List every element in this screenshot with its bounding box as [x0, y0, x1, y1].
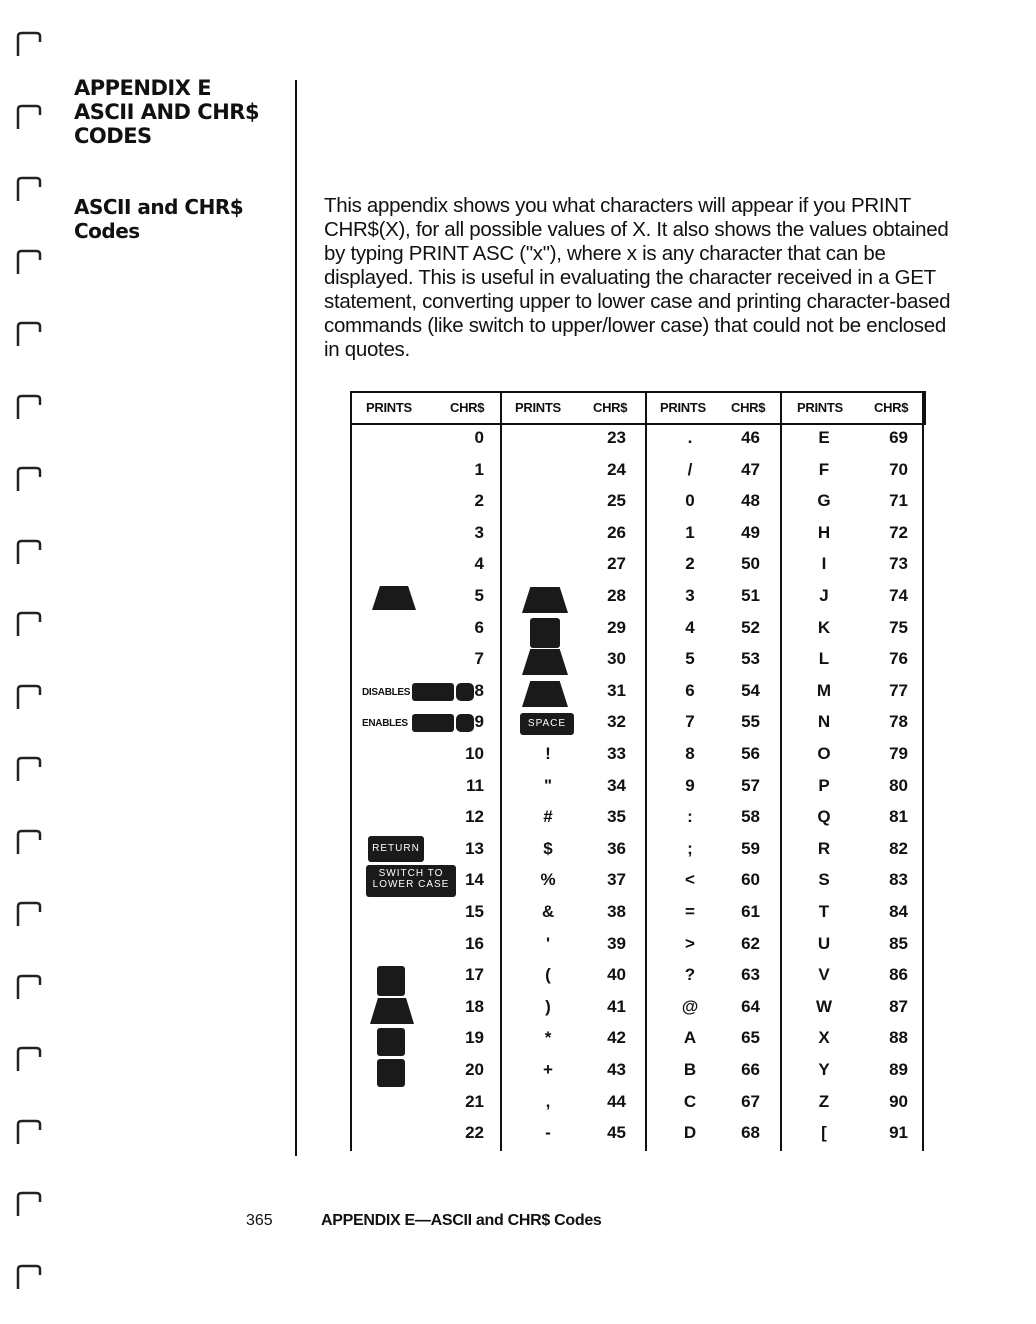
table-cell-prints: #	[543, 807, 553, 826]
table-cell-chr-code: 12	[465, 807, 484, 826]
header-prints: PRINTS	[797, 400, 843, 415]
table-cell-prints: "	[543, 776, 553, 795]
table-cell-chr-code: 32	[607, 712, 626, 731]
reverse-on-key-icon	[370, 998, 414, 1024]
table-cell-prints: J	[819, 586, 829, 605]
appendix-title-line: APPENDIX E	[74, 76, 212, 100]
table-cell-prints: I	[821, 554, 827, 573]
table-cell-chr-code: 66	[741, 1060, 760, 1079]
header-prints: PRINTS	[515, 400, 561, 415]
switch-lower-case-key-icon	[366, 865, 456, 897]
table-cell-chr-code: 39	[607, 934, 626, 953]
table-cell-chr-code: 34	[607, 776, 626, 795]
table-cell-prints: T	[818, 902, 830, 921]
table-cell-chr-code: 27	[607, 554, 626, 573]
table-cell-prints: (	[545, 965, 551, 984]
table-cell-chr-code: 48	[741, 491, 760, 510]
table-cell-prints: 5	[685, 649, 695, 668]
delete-key-icon	[377, 1059, 405, 1087]
home-key-icon	[377, 1028, 405, 1056]
appendix-title	[74, 76, 279, 148]
table-cell-chr-code: 10	[465, 744, 484, 763]
header-chr: CHR$	[874, 400, 909, 415]
binder-ring-mark	[14, 465, 44, 495]
section-heading	[74, 195, 279, 243]
table-cell-prints: :	[687, 807, 693, 826]
table-cell-chr-code: 68	[741, 1123, 760, 1142]
table-cell-chr-code: 86	[889, 965, 908, 984]
table-cell-chr-code: 74	[889, 586, 908, 605]
table-cell-prints: 6	[685, 681, 695, 700]
table-cell-prints: 9	[685, 776, 695, 795]
table-cell-chr-code: 21	[465, 1092, 484, 1111]
red-color-key-icon	[522, 587, 568, 613]
table-cell-chr-code: 15	[465, 902, 484, 921]
table-cell-prints: A	[683, 1028, 697, 1047]
table-cell-chr-code: 4	[474, 554, 484, 573]
binder-ring-mark	[14, 683, 44, 713]
table-cell-chr-code: 22	[465, 1123, 484, 1142]
table-cell-prints: H	[817, 523, 831, 542]
table-cell-prints: S	[818, 870, 830, 889]
table-cell-chr-code: 1	[474, 460, 484, 479]
table-cell-chr-code: 73	[889, 554, 908, 573]
table-cell-prints: %	[540, 870, 556, 889]
table-cell-prints: =	[685, 902, 695, 921]
table-cell-chr-code: 5	[474, 586, 484, 605]
table-cell-chr-code: 52	[741, 618, 760, 637]
table-cell-chr-code: 24	[607, 460, 626, 479]
table-cell-chr-code: 37	[607, 870, 626, 889]
table-cell-chr-code: 38	[607, 902, 626, 921]
table-cell-chr-code: 60	[741, 870, 760, 889]
table-cell-prints: 0	[685, 491, 695, 510]
table-cell-chr-code: 67	[741, 1092, 760, 1111]
table-cell-prints: K	[817, 618, 831, 637]
table-cell-prints: L	[818, 649, 830, 668]
binder-ring-mark	[14, 248, 44, 278]
table-cell-prints: W	[815, 997, 833, 1016]
table-cell-chr-code: 75	[889, 618, 908, 637]
table-cell-chr-code: 42	[607, 1028, 626, 1047]
table-cell-chr-code: 29	[607, 618, 626, 637]
table-cell-chr-code: 77	[889, 681, 908, 700]
binder-ring-mark	[14, 1190, 44, 1220]
table-cell-chr-code: 19	[465, 1028, 484, 1047]
table-cell-chr-code: 40	[607, 965, 626, 984]
table-cell-prints: P	[818, 776, 830, 795]
table-cell-prints: /	[687, 460, 693, 479]
table-cell-chr-code: 45	[607, 1123, 626, 1142]
binder-ring-mark	[14, 828, 44, 858]
table-cell-prints: ,	[545, 1092, 551, 1111]
binder-ring-mark	[14, 103, 44, 133]
table-cell-chr-code: 9	[474, 712, 484, 731]
table-cell-chr-code: 46	[741, 428, 760, 447]
table-cell-prints: E	[818, 428, 830, 447]
table-cell-prints: G	[817, 491, 831, 510]
table-cell-prints: !	[545, 744, 551, 763]
table-cell-chr-code: 59	[741, 839, 760, 858]
appendix-title-line: CODES	[74, 124, 152, 148]
table-cell-prints: C	[683, 1092, 697, 1111]
table-cell-chr-code: 55	[741, 712, 760, 731]
table-cell-chr-code: 61	[741, 902, 760, 921]
table-cell-prints: O	[817, 744, 831, 763]
table-cell-chr-code: 6	[474, 618, 484, 637]
table-cell-prints: R	[817, 839, 831, 858]
table-cell-prints: ;	[687, 839, 693, 858]
table-cell-chr-code: 13	[465, 839, 484, 858]
table-cell-chr-code: 87	[889, 997, 908, 1016]
table-cell-chr-code: 72	[889, 523, 908, 542]
binder-ring-mark	[14, 900, 44, 930]
blue-color-key-icon	[522, 681, 568, 707]
table-cell-prints: $	[543, 839, 553, 858]
space-key-icon: SPACE	[520, 713, 574, 735]
header-prints: PRINTS	[660, 400, 706, 415]
table-cell-chr-code: 36	[607, 839, 626, 858]
table-cell-chr-code: 51	[741, 586, 760, 605]
switch-key-line: LOWER CASE	[372, 879, 450, 890]
table-cell-chr-code: 79	[889, 744, 908, 763]
table-cell-chr-code: 78	[889, 712, 908, 731]
table-cell-chr-code: 49	[741, 523, 760, 542]
table-cell-prints: D	[683, 1123, 697, 1142]
table-cell-prints: M	[816, 681, 832, 700]
ascii-chr-table	[350, 391, 924, 1151]
binder-ring-mark	[14, 320, 44, 350]
table-cell-chr-code: 71	[889, 491, 908, 510]
table-cell-prints: @	[681, 997, 699, 1016]
binder-ring-mark	[14, 755, 44, 785]
table-cell-chr-code: 57	[741, 776, 760, 795]
table-cell-chr-code: 54	[741, 681, 760, 700]
table-cell-chr-code: 8	[474, 681, 484, 700]
header-chr: CHR$	[731, 400, 766, 415]
table-cell-prints: +	[543, 1060, 553, 1079]
table-cell-chr-code: 70	[889, 460, 908, 479]
table-cell-chr-code: 84	[889, 902, 908, 921]
table-cell-chr-code: 2	[474, 491, 484, 510]
table-cell-chr-code: 91	[889, 1123, 908, 1142]
table-cell-chr-code: 50	[741, 554, 760, 573]
table-cell-chr-code: 0	[474, 428, 484, 447]
table-cell-chr-code: 62	[741, 934, 760, 953]
table-cell-chr-code: 56	[741, 744, 760, 763]
table-cell-prints: *	[544, 1028, 552, 1047]
table-border-left	[350, 391, 352, 1151]
table-cell-chr-code: 43	[607, 1060, 626, 1079]
table-cell-chr-code: 80	[889, 776, 908, 795]
table-cell-chr-code: 17	[465, 965, 484, 984]
return-key-icon: RETURN	[368, 836, 424, 862]
table-cell-chr-code: 11	[466, 776, 484, 795]
column-divider	[295, 80, 297, 1156]
table-cell-chr-code: 30	[607, 649, 626, 668]
table-border-right	[922, 391, 924, 1151]
table-cell-prints: 1	[685, 523, 695, 542]
table-cell-prints: F	[818, 460, 830, 479]
table-cell-prints: U	[817, 934, 831, 953]
table-cell-chr-code: 89	[889, 1060, 908, 1079]
table-cell-prints: N	[817, 712, 831, 731]
section-heading-line: Codes	[74, 219, 140, 243]
table-cell-chr-code: 88	[889, 1028, 908, 1047]
cursor-down-key-icon	[377, 966, 405, 996]
table-column-divider	[780, 391, 782, 1151]
header-chr: CHR$	[593, 400, 628, 415]
running-footer-text: APPENDIX E—ASCII and CHR$ Codes	[321, 1212, 602, 1229]
table-cell-chr-code: 18	[465, 997, 484, 1016]
table-cell-chr-code: 53	[741, 649, 760, 668]
header-prints: PRINTS	[366, 400, 412, 415]
binder-ring-mark	[14, 973, 44, 1003]
header-chr: CHR$	[450, 400, 485, 415]
appendix-title-line: ASCII AND CHR$	[74, 100, 260, 124]
table-cell-prints: B	[683, 1060, 697, 1079]
binder-ring-mark	[14, 30, 44, 60]
table-cell-prints: 4	[685, 618, 695, 637]
table-cell-prints: 7	[685, 712, 695, 731]
table-cell-prints: V	[818, 965, 830, 984]
table-cell-chr-code: 33	[607, 744, 626, 763]
table-cell-chr-code: 63	[741, 965, 760, 984]
table-column-divider	[645, 391, 647, 1151]
table-cell-chr-code: 64	[741, 997, 760, 1016]
table-cell-chr-code: 26	[607, 523, 626, 542]
table-cell-prints: 8	[685, 744, 695, 763]
table-cell-prints: '	[545, 934, 551, 953]
table-cell-prints: Y	[818, 1060, 830, 1079]
table-cell-chr-code: 82	[889, 839, 908, 858]
intro-paragraph: This appendix shows you what characters will appear if you PRINT CHR$(X), for all possible values of X. It also shows the values obtained by typing PRINT ASC ("x"), where x is any character that can be displayed. This is useful in evaluating the character received in a GET statement, converting upper to lower case and printing character-based commands (like switch to upper/lower case) that could not be enclosed in quotes.	[324, 194, 951, 361]
table-cell-chr-code: 83	[889, 870, 908, 889]
table-cell-chr-code: 58	[741, 807, 760, 826]
table-cell-chr-code: 14	[465, 870, 484, 889]
table-cell-chr-code: 81	[889, 807, 908, 826]
table-cell-chr-code: 3	[474, 523, 484, 542]
binder-ring-mark	[14, 1118, 44, 1148]
table-cell-chr-code: 90	[889, 1092, 908, 1111]
enables-label: ENABLES	[362, 718, 408, 729]
table-cell-prints: .	[687, 428, 693, 447]
table-cell-prints: 2	[685, 554, 695, 573]
table-cell-chr-code: 85	[889, 934, 908, 953]
binder-ring-mark	[14, 393, 44, 423]
table-cell-prints: >	[685, 934, 695, 953]
table-cell-chr-code: 20	[465, 1060, 484, 1079]
table-cell-chr-code: 35	[607, 807, 626, 826]
table-cell-chr-code: 7	[474, 649, 484, 668]
binder-ring-mark	[14, 1045, 44, 1075]
table-cell-prints: -	[545, 1123, 551, 1142]
table-cell-prints: &	[541, 902, 555, 921]
page-number: 365	[246, 1212, 273, 1229]
switch-key-line: SWITCH TO	[378, 868, 444, 879]
cursor-right-key-icon	[530, 618, 560, 648]
table-cell-chr-code: 47	[741, 460, 760, 479]
white-color-key-icon	[372, 586, 416, 610]
section-heading-line: ASCII and CHR$	[74, 195, 244, 219]
table-cell-prints: Z	[818, 1092, 830, 1111]
binder-ring-mark	[14, 538, 44, 568]
table-cell-prints: Q	[817, 807, 831, 826]
table-cell-chr-code: 44	[607, 1092, 626, 1111]
table-column-divider	[500, 391, 502, 1151]
table-cell-chr-code: 69	[889, 428, 908, 447]
table-cell-chr-code: 65	[741, 1028, 760, 1047]
table-cell-chr-code: 23	[607, 428, 626, 447]
table-cell-chr-code: 25	[607, 491, 626, 510]
table-cell-prints: [	[821, 1123, 827, 1142]
table-cell-chr-code: 41	[607, 997, 626, 1016]
table-cell-prints: X	[818, 1028, 830, 1047]
table-cell-chr-code: 31	[607, 681, 626, 700]
table-cell-prints: 3	[685, 586, 695, 605]
table-cell-prints: )	[545, 997, 551, 1016]
disables-label: DISABLES	[362, 687, 411, 698]
table-cell-chr-code: 76	[889, 649, 908, 668]
green-color-key-icon	[522, 649, 568, 675]
binder-ring-mark	[14, 610, 44, 640]
table-cell-prints: <	[685, 870, 695, 889]
binder-ring-mark	[14, 175, 44, 205]
table-cell-chr-code: 16	[465, 934, 484, 953]
table-cell-prints: ?	[684, 965, 696, 984]
running-footer	[321, 1212, 602, 1230]
table-cell-chr-code: 28	[607, 586, 626, 605]
binder-ring-mark	[14, 1263, 44, 1293]
